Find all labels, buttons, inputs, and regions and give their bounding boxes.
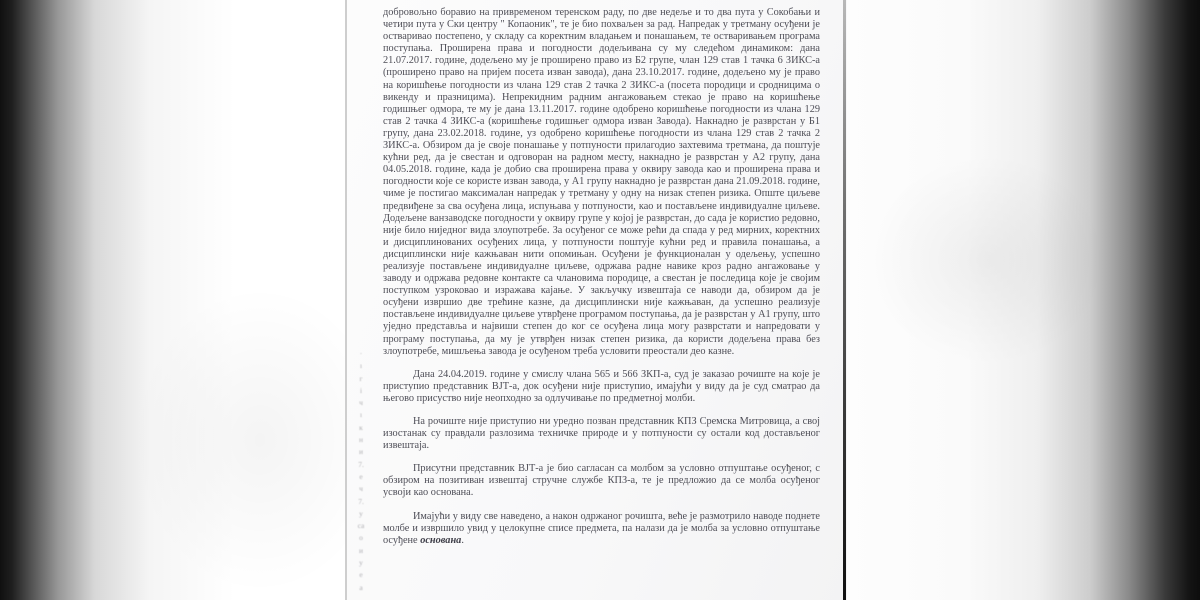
margin-mark: са [357,521,365,531]
margin-mark: у [359,508,363,518]
document-text [383,7,820,558]
margin-mark: и [358,545,363,555]
finding-period: . [461,534,464,546]
margin-mark: г [359,373,363,383]
margin-mark: а [359,582,363,592]
paragraph-court-finding [383,511,820,547]
document-page [345,0,847,600]
margin-mark: ч [359,484,363,494]
paragraph-prosecutor-agreement: Присутни представник ВЈТ-а је био сагласан са молбом за условно отпуштање осуђеног, с обзиром на позитиван извештај стручне службе КПЗ-а, те је предложио да се молба осуђеног усвоји као основана. [383,463,820,499]
margin-mark: ч [359,398,363,408]
margin-mark: і [359,385,363,395]
margin-mark: е [359,471,363,481]
blurred-backdrop-left [0,0,345,600]
paragraph-hearing-date: Дана 24.04.2019. године у смислу члана 565 и 566 ЗКП-а, суд је заказао рочиште на које је приступио представник ВЈТ-а, док осуђени није приступио, имајући у виду да је суд сматрао да његово присуство није неопходно за одлучивање по предметној молби. [383,368,820,404]
margin-mark: и [358,447,363,457]
margin-mark: е [359,570,363,580]
margin-mark: · [359,349,363,358]
margin-mark: 7. [358,496,364,506]
margin-mark: ı [359,361,363,371]
page-right-edge [843,0,846,600]
margin-mark: ı [359,410,363,420]
finding-text: Имајући у виду све наведено, а након одржаног рочишта, веће је размотрило наводе поднете молбе и извршило увид у целокупне списе предмета, па налази да је молба за условно отпуштање осуђене [383,510,820,546]
margin-mark: 7. [358,459,364,469]
finding-emphasis: основана [420,534,462,546]
paragraph-treatment-report: добровољно боравио на привременом теренском раду, по две недеље и то два пута у Сокобањи и четири пута у Ски центру " Копаоник", те је био похваљен за рад. Напредак у третману осуђени је остваривао постепено, у складу са коректним владањем и понашањем, те остваривањем програма поступања. Проширена права и погодности додељивана су му следећом динамиком: дана 21.07.2017. године, додељено му је проширено право из Б2 групе, члан 129 став 1 тачка 6 ЗИКС-а (проширено право на пријем посета изван завода), дана 23.10.2017. године, додељено му је право на коришћење погодности из члана 129 став 2 тачка 2 ЗИКС-а (посета породици и сродницима о викенду и празницима). Непрекидним радним ангажовањем стекао је право на коришћење годишњег одмора, те му је дана 13.11.2017. године одобрено коришћење погодности из члана 129 став 2 тачка 4 ЗИКС-а (коришћење годишњег одмора изван Завода). Накнадно је разврстан у Б1 групу, дана 23.02.2018. године, уз одобрено коришћење погодности из члана 129 став 2 тачка 2 ЗИКС-а. Обзиром да је своје понашање у потпуности прилагодио захтевима третмана, да поштује кућни ред, да је свестан и одговоран на радном месту, накнадно је разврстан у А2 групу, дана 04.05.2018. године, када је добио сва проширена права у оквиру завода као и проширена права и погодности које се користе изван завода, у А1 групу накнадно је разврстан дана 21.09.2018. године, чиме је постигао максималан напредак у третману у одну на низак степен ризика. Опште циљеве предвиђене за сва осуђена лица, испуњава у потпуности, као и постављене индивидуалне циљеве. Додељене ванзаводске погодности у оквиру групе у којој је разврстан, до сада је користио редовно, није било ниједног вида злоупотребе. За осуђеног се може рећи да спада у ред мирних, коректних и дисциплинованих осуђених лица, у потпуности поштује кућни ред и правила понашања, а дисциплински није кажњаван нити опомињан. Осуђени је функционалан у одељењу, успешно реализује постављене индивидуалне циљеве, одржава радне навике кроз радно ангажовање у заводу и одржава редовне контакте са члановима породице, а свестан је последица које је својим поступком узроковао и изражава кајање. У закључку извештаја се наводи да, обзиром да је осуђени извршио две трећине казне, да дисциплински није кажњаван, да успешно реализује постављене индивидуалне циљеве утврђене програмом поступања, да је разврстан у А1 групу, што уједно представља и највиши степен до ког се осуђена лица могу разврстати и напредовати у програму поступања, да му је утврђен низак степен ризика, да користи додељена права без злоупотребе, мишљења завода је осуђеном треба условити преостали део казне. [383,7,820,357]
paragraph-kpz-absence: На рочиште није приступио ни уредно позван представник КПЗ Сремска Митровица, а свој изостанак су правдали разлозима техничке природе и у потпуности су остали код достављеног извештаја. [383,416,820,452]
left-margin-cutoff-text [353,348,369,594]
margin-mark: н [358,435,363,445]
blurred-backdrop-right [847,0,1200,600]
margin-mark: у [359,558,363,568]
margin-mark: к [359,422,363,432]
margin-mark: о [359,533,363,543]
